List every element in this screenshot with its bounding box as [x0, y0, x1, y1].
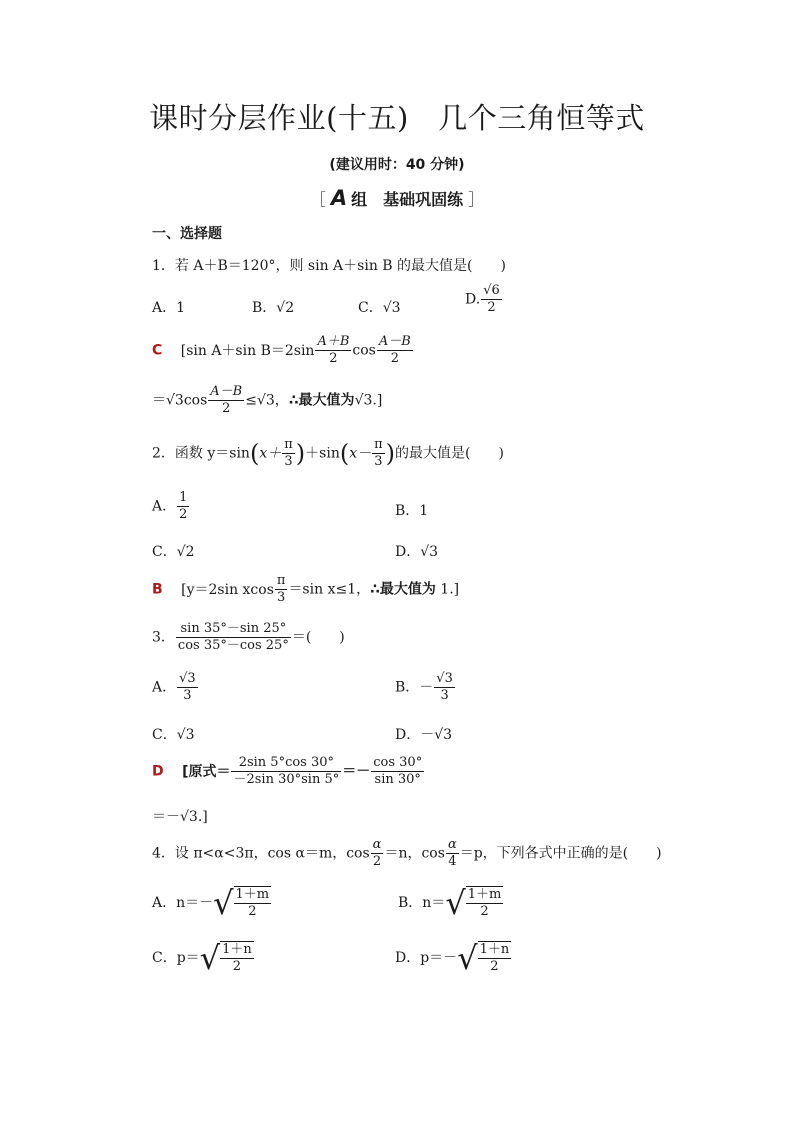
- q3-option-d: D．－√3: [395, 727, 453, 743]
- stem-text: 的最大值是( ): [395, 445, 504, 462]
- q4-option-b: [398, 886, 504, 920]
- solution-bold-text: ∴最大值为: [370, 581, 436, 598]
- fraction-numerator: 1＋m: [467, 887, 502, 902]
- fraction-numerator: 1＋n: [479, 942, 510, 957]
- solution-text: ≤√3，: [245, 392, 289, 409]
- fraction-denominator: －2sin 30°sin 5°: [233, 772, 340, 787]
- q1-stem: 1．若 A＋B＝120°，则 sin A＋sin B 的最大值是( ): [152, 258, 506, 274]
- q4-stem: [152, 837, 662, 870]
- q2-option-c: C．√2: [152, 544, 195, 560]
- fraction-numerator: √6: [483, 283, 500, 298]
- fraction: [220, 941, 254, 975]
- q3-solution-line1: [152, 755, 425, 788]
- fraction-denominator: 2: [480, 904, 489, 919]
- q2-option-a: [152, 490, 190, 523]
- q2-option-d: D．√3: [395, 544, 439, 560]
- right-paren: ): [385, 439, 396, 468]
- fraction: [177, 490, 189, 523]
- page-title: 课时分层作业(十五) 几个三角恒等式: [149, 101, 645, 135]
- solution-text: √3.]: [354, 392, 383, 409]
- radical-sign: √: [213, 884, 234, 922]
- q2-answer-letter: B: [152, 581, 163, 598]
- solution-text: ＝sin x≤1，: [288, 581, 371, 598]
- fraction-denominator: 2: [248, 904, 257, 919]
- solution-bold-text: [原式＝: [182, 763, 231, 780]
- fraction-denominator: 3: [284, 454, 293, 469]
- fraction-numerator: √3: [436, 671, 453, 686]
- fraction-numerator: 1＋n: [222, 942, 252, 957]
- left-paren: (: [249, 439, 260, 468]
- fraction-numerator: A－B: [210, 384, 243, 399]
- radical-sign: √: [199, 939, 221, 977]
- q1-option-d-label: D.: [465, 291, 481, 308]
- fraction: [315, 334, 351, 367]
- fraction: [466, 886, 504, 920]
- fraction-numerator: 2sin 5°cos 30°: [231, 755, 341, 772]
- fraction-denominator: 3: [440, 688, 449, 703]
- q1-option-d: [465, 283, 503, 316]
- fraction-denominator: 2: [232, 959, 242, 974]
- fraction: [231, 755, 341, 788]
- fraction: [208, 384, 244, 417]
- fraction: [176, 621, 291, 654]
- solution-text: ＝√3cos: [152, 392, 208, 409]
- stem-text: 4．设 π<α<3π，cos α＝m，cos: [152, 845, 370, 862]
- group-label: 组 基础巩固练: [351, 190, 464, 209]
- radical: [445, 886, 504, 920]
- fraction-denominator: sin 30°: [374, 772, 421, 787]
- fraction-denominator: cos 35°－cos 25°: [177, 638, 289, 653]
- group-letter: A: [330, 186, 348, 210]
- q1-option-c: C．√3: [358, 300, 401, 316]
- bracket-open: ［: [309, 190, 326, 209]
- radical: [213, 886, 272, 920]
- radical: [457, 941, 512, 975]
- fraction-denominator: 2: [490, 959, 499, 974]
- fraction-numerator: π: [374, 437, 383, 452]
- stem-text: ＝n，cos: [384, 845, 445, 862]
- fraction: [434, 671, 455, 704]
- q3-option-a: [152, 671, 199, 704]
- stem-text: ＝( ): [291, 629, 345, 646]
- solution-text: cos: [352, 342, 376, 359]
- fraction-numerator: α: [447, 837, 457, 852]
- fraction-denominator: 3: [277, 590, 286, 605]
- fraction-denominator: 2: [329, 351, 338, 366]
- q4-option-d: [395, 941, 512, 975]
- right-paren: ): [295, 439, 306, 468]
- solution-text: 1.]: [435, 581, 460, 598]
- fraction-denominator: 3: [183, 688, 192, 703]
- q3-solution-line2: ＝－√3.]: [152, 809, 208, 825]
- fraction: [478, 941, 512, 975]
- fraction: [371, 837, 384, 870]
- fraction: [234, 886, 272, 920]
- stem-text: 2．函数 y＝sin: [152, 445, 250, 462]
- fraction: [282, 437, 295, 470]
- option-label: A．: [152, 679, 177, 696]
- option-label: B．n＝: [398, 895, 446, 911]
- option-label: B．－: [395, 679, 434, 696]
- fraction-denominator: 2: [372, 854, 382, 869]
- fraction-numerator: 1＋m: [235, 887, 270, 902]
- q3-option-b: [395, 671, 456, 704]
- suggested-time: (建议用时：40 分钟): [329, 157, 465, 173]
- q3-answer-letter: D: [152, 763, 164, 780]
- fraction: [446, 837, 459, 870]
- q1-option-a: A．1: [152, 300, 186, 316]
- option-label: A．n＝－: [152, 895, 214, 911]
- option-label: A．: [152, 498, 177, 515]
- bracket-close: ］: [468, 190, 485, 209]
- group-heading: [0, 186, 794, 210]
- stem-text: ＋sin: [305, 445, 340, 462]
- q3-option-c: C．√3: [152, 727, 195, 743]
- q4-option-a: [152, 886, 272, 920]
- fraction-numerator: √3: [179, 671, 196, 686]
- fraction: [177, 671, 198, 704]
- solution-bold-text: ＝－: [342, 763, 371, 780]
- q2-solution: [152, 573, 459, 606]
- q1-answer-letter: C: [152, 342, 163, 359]
- fraction: [275, 573, 288, 606]
- fraction-numerator: A＋B: [317, 334, 350, 349]
- stem-text: x－: [349, 445, 372, 462]
- q4-option-c: [152, 941, 255, 975]
- q1-option-b: B．√2: [252, 300, 295, 316]
- fraction-denominator: 2: [222, 401, 231, 416]
- fraction: [377, 334, 413, 367]
- fraction-numerator: α: [372, 837, 382, 852]
- fraction-numerator: sin 35°－sin 25°: [176, 621, 291, 638]
- fraction-denominator: 2: [390, 351, 399, 366]
- solution-bold-text: ∴最大值为: [288, 392, 355, 409]
- radical: [200, 941, 255, 975]
- left-paren: (: [339, 439, 350, 468]
- fraction: [371, 755, 424, 788]
- fraction-numerator: 1: [179, 490, 188, 505]
- solution-text: [sin A＋sin B＝2sin: [180, 342, 315, 359]
- q2-stem: [152, 437, 504, 470]
- fraction: [372, 437, 385, 470]
- section-heading: 一、选择题: [152, 226, 222, 242]
- radical-sign: √: [445, 884, 466, 922]
- fraction-denominator: 4: [448, 854, 457, 869]
- fraction-numerator: cos 30°: [373, 755, 423, 770]
- option-label: C．p＝: [152, 950, 200, 966]
- fraction-denominator: 2: [487, 300, 496, 315]
- q1-option-d-fraction: [481, 283, 502, 316]
- q1-solution-line1: [152, 334, 414, 367]
- fraction-numerator: A－B: [378, 334, 411, 349]
- option-label: D．p＝－: [395, 950, 458, 966]
- q1-solution-line2: [152, 384, 382, 417]
- solution-text: [y＝2sin xcos: [181, 581, 274, 598]
- stem-text: ＝p，下列各式中正确的是( ): [459, 845, 662, 862]
- fraction-numerator: π: [276, 573, 286, 588]
- fraction-denominator: 2: [179, 507, 188, 522]
- question-number: 3．: [152, 629, 175, 646]
- fraction-numerator: π: [284, 437, 293, 452]
- q3-stem: [152, 621, 345, 654]
- stem-text: x＋: [259, 445, 282, 462]
- radical-sign: √: [457, 939, 478, 977]
- q2-option-b: B．1: [395, 503, 429, 519]
- fraction-denominator: 3: [374, 454, 383, 469]
